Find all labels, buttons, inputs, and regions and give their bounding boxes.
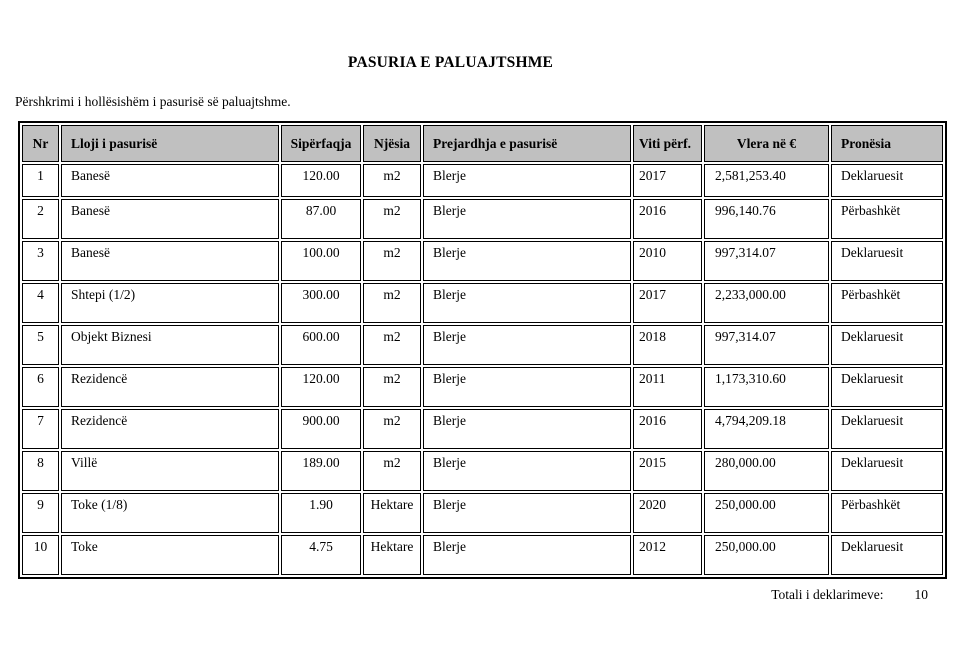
table-row [22,367,943,407]
document-page [0,54,980,664]
table-cell-prejardhja: Blerje [423,493,631,533]
table-cell-nr: 1 [22,164,59,197]
table-row [22,283,943,323]
table-cell-viti: 2016 [633,409,702,449]
table-cell-vlera: 996,140.76 [704,199,829,239]
table-row [22,241,943,281]
table-cell-njesia: m2 [363,325,421,365]
table-cell-prejardhja: Blerje [423,241,631,281]
table-cell-viti: 2011 [633,367,702,407]
table-cell-pronesia: Deklaruesit [831,409,943,449]
table-cell-pronesia: Përbashkët [831,283,943,323]
column-header-vlera: Vlera në € [704,125,829,162]
property-table-body [22,164,943,575]
table-cell-nr: 8 [22,451,59,491]
table-cell-nr: 6 [22,367,59,407]
property-table [18,121,947,579]
table-cell-nr: 10 [22,535,59,575]
table-cell-siperfaqja: 120.00 [281,367,361,407]
table-cell-prejardhja: Blerje [423,367,631,407]
table-cell-pronesia: Deklaruesit [831,241,943,281]
table-cell-lloji: Banesë [61,199,279,239]
table-cell-viti: 2015 [633,451,702,491]
table-cell-lloji: Shtepi (1/2) [61,283,279,323]
table-row [22,535,943,575]
table-cell-nr: 4 [22,283,59,323]
table-cell-nr: 5 [22,325,59,365]
table-cell-siperfaqja: 600.00 [281,325,361,365]
table-cell-viti: 2016 [633,199,702,239]
table-cell-prejardhja: Blerje [423,451,631,491]
table-cell-pronesia: Deklaruesit [831,367,943,407]
table-cell-prejardhja: Blerje [423,199,631,239]
table-header [22,125,943,162]
total-declarations-value: 10 [914,587,928,602]
table-row [22,409,943,449]
table-cell-siperfaqja: 120.00 [281,164,361,197]
table-cell-viti: 2017 [633,164,702,197]
table-cell-njesia: m2 [363,409,421,449]
table-cell-siperfaqja: 1.90 [281,493,361,533]
table-cell-viti: 2018 [633,325,702,365]
table-footer [0,587,948,603]
column-header-nr: Nr [22,125,59,162]
table-cell-prejardhja: Blerje [423,325,631,365]
table-cell-pronesia: Deklaruesit [831,325,943,365]
table-cell-prejardhja: Blerje [423,283,631,323]
table-row [22,493,943,533]
table-cell-nr: 3 [22,241,59,281]
table-cell-njesia: m2 [363,164,421,197]
table-cell-vlera: 997,314.07 [704,241,829,281]
table-cell-lloji: Rezidencë [61,409,279,449]
table-row [22,199,943,239]
table-cell-njesia: Hektare [363,535,421,575]
column-header-siperfaqja: Sipërfaqja [281,125,361,162]
table-cell-prejardhja: Blerje [423,164,631,197]
table-cell-lloji: Banesë [61,164,279,197]
table-cell-siperfaqja: 4.75 [281,535,361,575]
table-cell-vlera: 1,173,310.60 [704,367,829,407]
table-cell-siperfaqja: 87.00 [281,199,361,239]
table-cell-nr: 9 [22,493,59,533]
table-cell-viti: 2020 [633,493,702,533]
table-cell-lloji: Villë [61,451,279,491]
table-cell-pronesia: Përbashkët [831,493,943,533]
table-cell-lloji: Banesë [61,241,279,281]
table-cell-pronesia: Deklaruesit [831,451,943,491]
table-cell-siperfaqja: 189.00 [281,451,361,491]
table-cell-pronesia: Deklaruesit [831,535,943,575]
table-cell-vlera: 997,314.07 [704,325,829,365]
table-cell-vlera: 280,000.00 [704,451,829,491]
table-cell-vlera: 250,000.00 [704,493,829,533]
table-cell-lloji: Rezidencë [61,367,279,407]
table-cell-njesia: m2 [363,283,421,323]
table-cell-pronesia: Deklaruesit [831,164,943,197]
table-cell-viti: 2017 [633,283,702,323]
column-header-njesia: Njësia [363,125,421,162]
table-cell-njesia: Hektare [363,493,421,533]
total-declarations-label: Totali i deklarimeve: [771,587,884,602]
table-cell-lloji: Objekt Biznesi [61,325,279,365]
table-cell-njesia: m2 [363,451,421,491]
table-cell-vlera: 250,000.00 [704,535,829,575]
table-row [22,164,943,197]
table-cell-lloji: Toke (1/8) [61,493,279,533]
table-cell-prejardhja: Blerje [423,535,631,575]
page-title: PASURIA E PALUAJTSHME [347,54,554,71]
table-cell-nr: 7 [22,409,59,449]
table-row [22,325,943,365]
column-header-prejardhja: Prejardhja e pasurisë [423,125,631,162]
page-subtitle: Përshkrimi i hollësishëm i pasurisë së paluajtshme. [15,94,291,109]
table-cell-pronesia: Përbashkët [831,199,943,239]
table-cell-siperfaqja: 900.00 [281,409,361,449]
table-cell-njesia: m2 [363,367,421,407]
table-cell-njesia: m2 [363,241,421,281]
table-cell-lloji: Toke [61,535,279,575]
table-cell-njesia: m2 [363,199,421,239]
table-header-row [22,125,943,162]
table-cell-viti: 2010 [633,241,702,281]
table-cell-nr: 2 [22,199,59,239]
table-cell-viti: 2012 [633,535,702,575]
table-cell-siperfaqja: 300.00 [281,283,361,323]
column-header-lloji: Lloji i pasurisë [61,125,279,162]
table-cell-vlera: 2,581,253.40 [704,164,829,197]
column-header-pronesia: Pronësia [831,125,943,162]
table-cell-prejardhja: Blerje [423,409,631,449]
table-row [22,451,943,491]
table-cell-vlera: 4,794,209.18 [704,409,829,449]
table-cell-vlera: 2,233,000.00 [704,283,829,323]
column-header-viti: Viti përf. [633,125,702,162]
table-cell-siperfaqja: 100.00 [281,241,361,281]
